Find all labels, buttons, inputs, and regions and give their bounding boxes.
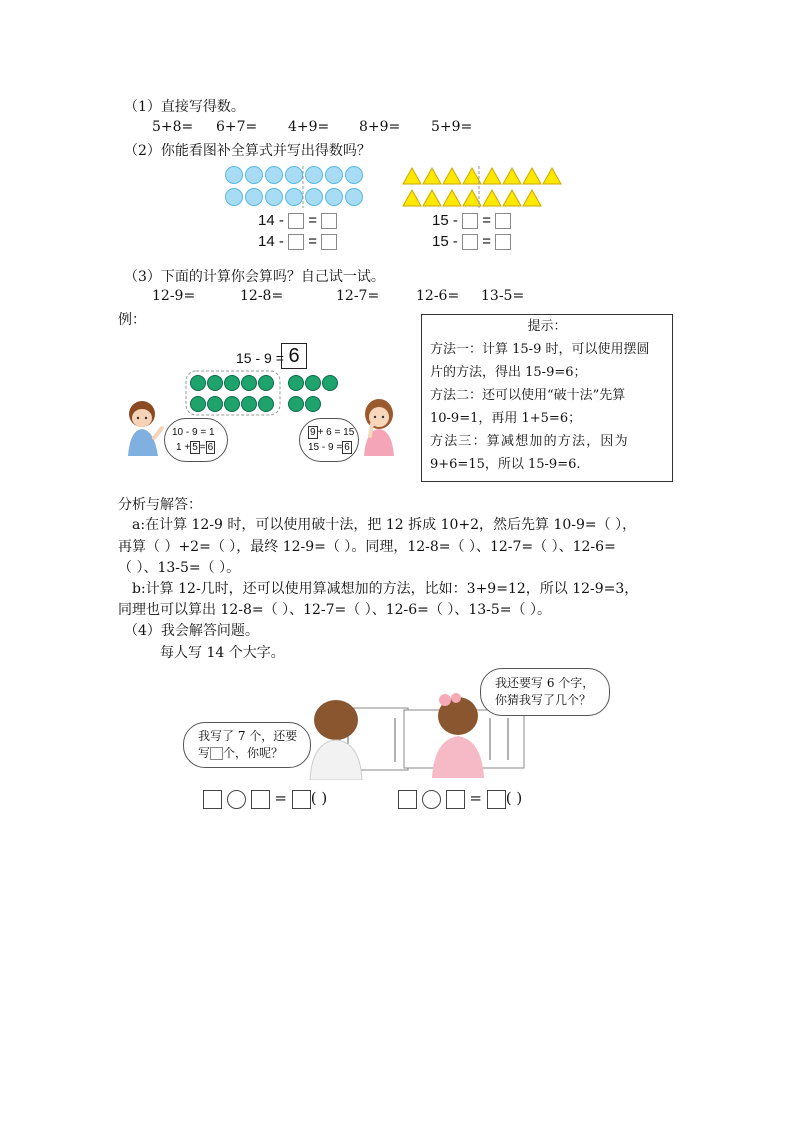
bead-counter bbox=[191, 376, 206, 391]
bubble-line: 我写了 7 个，还要 bbox=[198, 729, 298, 743]
boy-speech-bubble bbox=[183, 722, 311, 768]
bead-counter bbox=[242, 397, 257, 412]
q3-item: 12-8= bbox=[240, 288, 284, 304]
bubble-line: 10 - 9 = 1 bbox=[172, 427, 215, 438]
answer-box[interactable] bbox=[288, 213, 304, 229]
q3-item: 13-5= bbox=[481, 288, 525, 304]
bubble-text: + 6 = 15 bbox=[317, 427, 355, 438]
example-equation: 15 - 9 = bbox=[236, 350, 284, 366]
triangle-counter bbox=[463, 168, 481, 184]
triangle-counter bbox=[463, 190, 481, 206]
bead-counter bbox=[208, 376, 223, 391]
triangle-counter bbox=[503, 190, 521, 206]
example-label: 例： bbox=[118, 312, 146, 328]
q1-item: 5+9= bbox=[431, 119, 473, 135]
q1-title: （1）直接写得数。 bbox=[124, 99, 245, 115]
answer-box[interactable] bbox=[462, 234, 478, 250]
operator-circle[interactable] bbox=[227, 790, 246, 809]
circle-counter bbox=[226, 167, 243, 184]
analysis-line: a:在计算 12-9 时，可以使用破十法，把 12 拆成 10+2，然后先算 10-9=（ ）， bbox=[132, 517, 637, 533]
answer-box[interactable] bbox=[321, 234, 337, 250]
answer-box[interactable] bbox=[495, 234, 511, 250]
q3-item: 12-7= bbox=[336, 288, 380, 304]
circle-counter bbox=[346, 189, 363, 206]
equals-sign: = bbox=[308, 212, 317, 229]
triangle-counter bbox=[483, 190, 501, 206]
equals-sign: = bbox=[482, 212, 491, 229]
triangle-counter bbox=[423, 168, 441, 184]
circle-counter bbox=[286, 167, 303, 184]
q1-item: 5+8= bbox=[152, 119, 194, 135]
q3-item: 12-6= bbox=[416, 288, 460, 304]
hint-line: 10-9=1，再用 1+5=6； bbox=[430, 411, 582, 426]
q2-left-eq-1 bbox=[258, 212, 337, 229]
q1-item: 4+9= bbox=[288, 119, 330, 135]
analysis-title: 分析与解答： bbox=[118, 497, 202, 513]
q4-answer-left bbox=[203, 789, 327, 809]
girl-speech-bubble bbox=[480, 668, 610, 716]
q3-title: （3）下面的计算你会算吗？自己试一试。 bbox=[124, 269, 385, 285]
unit-paren[interactable]: ( ) bbox=[505, 789, 523, 807]
q1-item: 6+7= bbox=[216, 119, 258, 135]
boy-thought-bubble bbox=[164, 418, 228, 462]
bead-counter bbox=[191, 397, 206, 412]
analysis-line: b:计算 12-几时，还可以使用算减想加的方法，比如：3+9=12，所以 12-9=3， bbox=[132, 581, 639, 597]
bubble-line bbox=[198, 745, 283, 762]
q4-prompt: 每人写 14 个大字。 bbox=[160, 645, 285, 661]
triangle-counter bbox=[403, 190, 421, 206]
q1-item: 8+9= bbox=[359, 119, 401, 135]
answer-box[interactable] bbox=[203, 790, 222, 809]
bubble-line bbox=[308, 441, 352, 454]
q2-right-eq-2 bbox=[432, 233, 511, 250]
q3-item: 12-9= bbox=[152, 288, 196, 304]
circle-counter bbox=[346, 167, 363, 184]
hint-line: 片的方法，得出 15-9=6； bbox=[430, 365, 587, 380]
answer-box[interactable] bbox=[462, 213, 478, 229]
circle-counter bbox=[266, 167, 283, 184]
q2-right-eq-1 bbox=[432, 212, 511, 229]
boy-illustration bbox=[120, 398, 164, 456]
answer-box[interactable] bbox=[495, 213, 511, 229]
equals-sign: = bbox=[274, 789, 287, 807]
bead-counter bbox=[289, 397, 304, 412]
hint-title: 提示： bbox=[527, 319, 567, 334]
hint-box bbox=[421, 314, 673, 482]
bubble-text: = bbox=[199, 442, 206, 453]
answer-box[interactable] bbox=[251, 790, 270, 809]
answer-box[interactable] bbox=[446, 790, 465, 809]
answer-box[interactable] bbox=[398, 790, 417, 809]
equation-text: 14 - bbox=[258, 212, 284, 229]
q4-answer-right bbox=[398, 789, 522, 809]
triangle-counter bbox=[443, 190, 461, 206]
bubble-line bbox=[308, 426, 354, 439]
triangle-counter bbox=[483, 168, 501, 184]
answer-box[interactable] bbox=[487, 790, 506, 809]
bead-counter bbox=[306, 376, 321, 391]
bead-counter bbox=[323, 376, 338, 391]
bead-counter bbox=[259, 376, 274, 391]
circle-counter bbox=[226, 189, 243, 206]
hint-line: 9+6=15，所以 15-9=6. bbox=[430, 457, 581, 472]
analysis-line: 再算（ ）+2=（ ），最终 12-9=（ ）。同理，12-8=（ ）、12-7=（ ）、12-6= bbox=[118, 539, 616, 555]
bead-counters-figure bbox=[184, 369, 352, 417]
triangle-counter bbox=[523, 168, 541, 184]
analysis-line: （ ）、13-5=（ ）。 bbox=[118, 560, 241, 576]
triangle-counter bbox=[523, 190, 541, 206]
circle-counter bbox=[286, 189, 303, 206]
bubble-line: 你猜我写了几个？ bbox=[495, 693, 592, 707]
bubble-box: 6 bbox=[344, 442, 350, 453]
example-answer-box: 6 bbox=[281, 343, 307, 369]
bead-counter bbox=[225, 376, 240, 391]
circle-counters-figure bbox=[224, 164, 368, 210]
equation-text: 15 - bbox=[432, 212, 458, 229]
bubble-line: 我还要写 6 个字， bbox=[495, 676, 595, 690]
circle-counter bbox=[246, 189, 263, 206]
operator-circle[interactable] bbox=[422, 790, 441, 809]
hint-line: 方法三：算减想加的方法，因为 bbox=[430, 434, 629, 449]
q2-title: （2）你能看图补全算式并写出得数吗？ bbox=[124, 143, 371, 159]
answer-box[interactable] bbox=[210, 747, 223, 760]
bead-counter bbox=[306, 397, 321, 412]
triangle-counters-figure bbox=[402, 164, 572, 210]
circle-counter bbox=[306, 189, 323, 206]
circle-counter bbox=[326, 189, 343, 206]
answer-box[interactable] bbox=[292, 790, 311, 809]
circle-counter bbox=[266, 189, 283, 206]
equals-sign: = bbox=[482, 233, 491, 250]
circle-counter bbox=[326, 167, 343, 184]
q2-left-eq-2 bbox=[258, 233, 337, 250]
circle-counter bbox=[246, 167, 263, 184]
girl-thought-bubble bbox=[299, 418, 359, 462]
hint-line: 方法二：还可以使用“破十法”先算 bbox=[430, 388, 626, 403]
q4-title: （4）我会解答问题。 bbox=[124, 623, 259, 639]
bead-counter bbox=[289, 376, 304, 391]
analysis-line: 同理也可以算出 12-8=（ ）、12-7=（ ）、12-6=（ ）、13-5=（ ）。 bbox=[118, 602, 551, 618]
equals-sign: = bbox=[469, 789, 482, 807]
equation-text: 15 - bbox=[432, 233, 458, 250]
bead-counter bbox=[259, 397, 274, 412]
triangle-counter bbox=[543, 168, 561, 184]
triangle-counter bbox=[403, 168, 421, 184]
circle-counter bbox=[306, 167, 323, 184]
bead-counter bbox=[225, 397, 240, 412]
bead-counter bbox=[242, 376, 257, 391]
equation-text: 14 - bbox=[258, 233, 284, 250]
bubble-line bbox=[176, 441, 215, 454]
triangle-counter bbox=[443, 168, 461, 184]
answer-box[interactable] bbox=[321, 213, 337, 229]
triangle-counter bbox=[503, 168, 521, 184]
unit-paren[interactable]: ( ) bbox=[310, 789, 328, 807]
answer-box[interactable] bbox=[288, 234, 304, 250]
bubble-box: 6 bbox=[207, 442, 214, 453]
girl-illustration bbox=[358, 396, 400, 456]
hint-line: 方法一：计算 15-9 时，可以使用摆圆 bbox=[430, 342, 650, 357]
bubble-text: 1 + bbox=[176, 442, 191, 453]
bubble-text: 写 bbox=[198, 746, 211, 760]
triangle-counter bbox=[423, 190, 441, 206]
bubble-text: 个，你呢？ bbox=[223, 746, 284, 760]
bubble-box: 9 bbox=[310, 427, 316, 438]
bubble-box: 5 bbox=[192, 442, 198, 453]
bead-counter bbox=[208, 397, 223, 412]
bubble-text: 15 - 9 = bbox=[308, 442, 343, 453]
equals-sign: = bbox=[308, 233, 317, 250]
